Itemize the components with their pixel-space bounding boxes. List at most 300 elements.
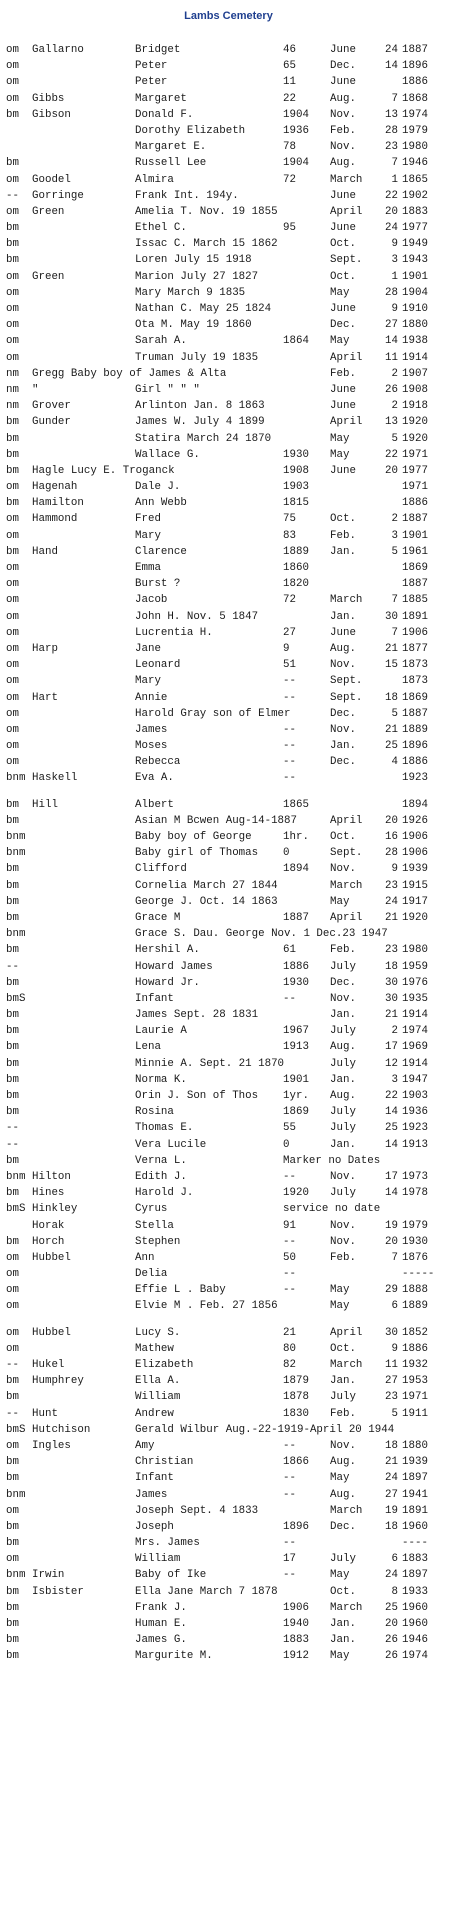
given-name: James bbox=[135, 723, 168, 736]
death-day: 30 bbox=[385, 976, 398, 989]
given-name: Ella Jane March 7 1878 bbox=[135, 1585, 278, 1598]
death-day: 29 bbox=[385, 1284, 398, 1297]
given-name: Margaret E. bbox=[135, 141, 207, 154]
death-year: 1865 bbox=[402, 173, 428, 186]
record-row bbox=[0, 609, 457, 625]
death-year: 1897 bbox=[402, 1472, 428, 1485]
death-month: Jan. bbox=[330, 545, 356, 558]
record-row bbox=[0, 333, 457, 349]
marker-code: om bbox=[6, 642, 19, 655]
marker-code: bnm bbox=[6, 772, 26, 785]
age-or-birth: 17 bbox=[283, 1553, 296, 1566]
record-row bbox=[0, 220, 457, 236]
record-row bbox=[0, 1137, 457, 1153]
surname: Hubbel bbox=[32, 1251, 71, 1264]
record-row bbox=[0, 1373, 457, 1389]
given-name: Minnie A. Sept. 21 1870 bbox=[135, 1057, 285, 1070]
age-or-birth: 1869 bbox=[283, 1106, 309, 1119]
marker-code: om bbox=[6, 173, 19, 186]
marker-code: bm bbox=[6, 1375, 19, 1388]
given-name: Rebecca bbox=[135, 756, 181, 769]
record-row bbox=[0, 1104, 457, 1120]
marker-code: om bbox=[6, 740, 19, 753]
given-name: Eva A. bbox=[135, 772, 174, 785]
death-day: 27 bbox=[385, 1488, 398, 1501]
marker-code: bm bbox=[6, 944, 19, 957]
marker-code: -- bbox=[6, 189, 19, 202]
record-row bbox=[0, 495, 457, 511]
given-name: Joseph bbox=[135, 1520, 174, 1533]
marker-code: bm bbox=[6, 1585, 19, 1598]
death-day: 20 bbox=[385, 205, 398, 218]
death-year: 1883 bbox=[402, 1553, 428, 1566]
marker-code: om bbox=[6, 610, 19, 623]
given-name: Moses bbox=[135, 740, 168, 753]
death-day: 8 bbox=[391, 1585, 398, 1598]
death-year: 1914 bbox=[402, 351, 428, 364]
death-day: 4 bbox=[391, 756, 398, 769]
death-day: 24 bbox=[385, 1472, 398, 1485]
record-row bbox=[0, 1088, 457, 1104]
given-name: Joseph Sept. 4 1833 bbox=[135, 1504, 259, 1517]
record-row bbox=[0, 991, 457, 1007]
record-row bbox=[0, 722, 457, 738]
marker-code: om bbox=[6, 513, 19, 526]
death-year: 1901 bbox=[402, 270, 428, 283]
death-year: 1902 bbox=[402, 189, 428, 202]
marker-code: bm bbox=[6, 1601, 19, 1614]
death-day: 14 bbox=[385, 1187, 398, 1200]
surname: Hutchison bbox=[32, 1423, 91, 1436]
death-year: 1978 bbox=[402, 1187, 428, 1200]
death-month: March bbox=[330, 1504, 363, 1517]
record-row bbox=[0, 188, 457, 204]
death-year: 1946 bbox=[402, 157, 428, 170]
death-year: 1923 bbox=[402, 1122, 428, 1135]
record-row bbox=[0, 350, 457, 366]
marker-code: om bbox=[6, 1300, 19, 1313]
death-day: 27 bbox=[385, 319, 398, 332]
surname: Hand bbox=[32, 545, 58, 558]
death-month: May bbox=[330, 286, 350, 299]
death-year: 1891 bbox=[402, 610, 428, 623]
surname: Humphrey bbox=[32, 1375, 84, 1388]
death-day: 5 bbox=[391, 1407, 398, 1420]
death-day: 9 bbox=[391, 1342, 398, 1355]
given-name: James bbox=[135, 1488, 168, 1501]
marker-code: -- bbox=[6, 1138, 19, 1151]
record-row bbox=[0, 285, 457, 301]
death-month: Jan. bbox=[330, 1073, 356, 1086]
death-day: 23 bbox=[385, 141, 398, 154]
death-month: April bbox=[330, 1326, 363, 1339]
given-name: Infant bbox=[135, 1472, 174, 1485]
death-month: April bbox=[330, 205, 363, 218]
marker-code: om bbox=[6, 626, 19, 639]
death-year: 1903 bbox=[402, 1090, 428, 1102]
record-row bbox=[0, 592, 457, 608]
death-month: Aug. bbox=[330, 92, 356, 105]
age-or-birth: 82 bbox=[283, 1359, 296, 1371]
given-name: Peter bbox=[135, 60, 168, 73]
death-month: May bbox=[330, 895, 350, 908]
death-day: 2 bbox=[391, 400, 398, 413]
marker-code: om bbox=[6, 351, 19, 364]
given-name: Girl " " " bbox=[135, 383, 200, 396]
age-or-birth: 1883 bbox=[283, 1634, 309, 1647]
death-year: 1894 bbox=[402, 798, 428, 811]
given-name: Ann bbox=[135, 1251, 155, 1264]
death-month: April bbox=[330, 416, 363, 429]
death-month: Aug. bbox=[330, 1488, 356, 1501]
death-day: 11 bbox=[385, 1359, 398, 1371]
death-day: 2 bbox=[391, 513, 398, 526]
given-name: Albert bbox=[135, 798, 174, 811]
surname: Harp bbox=[32, 642, 58, 655]
age-or-birth: 1930 bbox=[283, 448, 309, 461]
surname: Hunt bbox=[32, 1407, 58, 1420]
death-year: 1852 bbox=[402, 1326, 428, 1339]
record-row bbox=[0, 1315, 457, 1325]
death-day: 30 bbox=[385, 992, 398, 1005]
death-day: 15 bbox=[385, 659, 398, 672]
record-row bbox=[0, 1072, 457, 1088]
given-name: Baby of Ike bbox=[135, 1569, 207, 1582]
marker-code: bm bbox=[6, 798, 19, 811]
surname: Gallarno bbox=[32, 44, 84, 56]
death-year: 1915 bbox=[402, 879, 428, 892]
surname: Horak bbox=[32, 1219, 65, 1232]
marker-code: nm bbox=[6, 367, 19, 380]
death-month: Jan. bbox=[330, 1634, 356, 1647]
given-name: Mary March 9 1835 bbox=[135, 286, 246, 299]
record-row bbox=[0, 123, 457, 139]
marker-code: -- bbox=[6, 1359, 19, 1371]
death-month: Aug. bbox=[330, 642, 356, 655]
marker-code: bm bbox=[6, 432, 19, 445]
death-month: March bbox=[330, 173, 363, 186]
death-month: Dec. bbox=[330, 1520, 356, 1533]
given-name: Peter bbox=[135, 76, 168, 89]
death-month: Aug. bbox=[330, 1090, 356, 1102]
age-or-birth: -- bbox=[283, 1235, 296, 1248]
death-month: May bbox=[330, 1300, 350, 1313]
death-month: July bbox=[330, 1391, 356, 1404]
death-month: Sept. bbox=[330, 675, 363, 688]
record-row bbox=[0, 1153, 457, 1169]
given-name: Stella bbox=[135, 1219, 174, 1232]
record-row bbox=[0, 91, 457, 107]
age-or-birth: 22 bbox=[283, 92, 296, 105]
death-month: Feb. bbox=[330, 1251, 356, 1264]
death-month: Nov. bbox=[330, 1219, 356, 1232]
record-row bbox=[0, 155, 457, 171]
death-year: 1873 bbox=[402, 659, 428, 672]
marker-code: om bbox=[6, 756, 19, 769]
death-month: Nov. bbox=[330, 1439, 356, 1452]
death-day: 17 bbox=[385, 1041, 398, 1054]
death-year: 1947 bbox=[402, 1073, 428, 1086]
marker-code: bmS bbox=[6, 1423, 26, 1436]
age-or-birth: 1864 bbox=[283, 335, 309, 348]
age-or-birth: Marker no Dates bbox=[283, 1154, 381, 1167]
death-month: June bbox=[330, 464, 356, 477]
record-row bbox=[0, 431, 457, 447]
death-year: 1889 bbox=[402, 1300, 428, 1313]
given-name: Mary bbox=[135, 529, 161, 542]
given-name: Baby boy of George bbox=[135, 831, 252, 843]
record-row bbox=[0, 511, 457, 527]
record-row bbox=[0, 1470, 457, 1486]
age-or-birth: 0 bbox=[283, 1138, 290, 1151]
marker-code: bmS bbox=[6, 992, 26, 1005]
death-day: 24 bbox=[385, 1569, 398, 1582]
death-year: 1877 bbox=[402, 642, 428, 655]
death-month: Aug. bbox=[330, 1456, 356, 1469]
marker-code: bm bbox=[6, 976, 19, 989]
marker-code: om bbox=[6, 578, 19, 591]
given-name: Grace S. Dau. George Nov. 1 Dec.23 1947 bbox=[135, 928, 388, 941]
marker-code: om bbox=[6, 1342, 19, 1355]
given-name: Ann Webb bbox=[135, 497, 187, 510]
death-month: Oct. bbox=[330, 1585, 356, 1598]
age-or-birth: -- bbox=[283, 675, 296, 688]
given-name: Marion July 27 1827 bbox=[135, 270, 259, 283]
record-row bbox=[0, 1056, 457, 1072]
record-row bbox=[0, 366, 457, 382]
death-month: Feb. bbox=[330, 529, 356, 542]
death-year: 1876 bbox=[402, 1251, 428, 1264]
death-month: March bbox=[330, 1359, 363, 1371]
death-year: 1941 bbox=[402, 1488, 428, 1501]
surname: Hill bbox=[32, 798, 58, 811]
death-day: 6 bbox=[391, 1553, 398, 1566]
record-row bbox=[0, 1298, 457, 1314]
death-month: July bbox=[330, 1106, 356, 1119]
surname: " bbox=[32, 383, 39, 396]
death-year: 1920 bbox=[402, 911, 428, 924]
death-day: 26 bbox=[385, 1634, 398, 1647]
given-name: Baby girl of Thomas bbox=[135, 847, 259, 860]
death-month: April bbox=[330, 814, 363, 827]
age-or-birth: -- bbox=[283, 992, 296, 1005]
given-name: Loren July 15 1918 bbox=[135, 254, 252, 267]
age-or-birth: 1894 bbox=[283, 863, 309, 876]
given-name: Hershil A. bbox=[135, 944, 200, 957]
death-month: Aug. bbox=[330, 1041, 356, 1054]
marker-code: om bbox=[6, 60, 19, 73]
death-year: 1980 bbox=[402, 944, 428, 957]
age-or-birth: 1896 bbox=[283, 1520, 309, 1533]
burial-record-list bbox=[0, 42, 457, 1665]
death-year: 1887 bbox=[402, 513, 428, 526]
death-day: 30 bbox=[385, 610, 398, 623]
death-day: 19 bbox=[385, 1219, 398, 1232]
given-name: Mary bbox=[135, 675, 161, 688]
death-year: 1971 bbox=[402, 481, 428, 494]
marker-code: om bbox=[6, 303, 19, 315]
given-name: Howard Jr. bbox=[135, 976, 200, 989]
surname: Hinkley bbox=[32, 1203, 78, 1216]
age-or-birth: 9 bbox=[283, 642, 290, 655]
given-name: Effie L . Baby bbox=[135, 1284, 226, 1297]
marker-code: om bbox=[6, 659, 19, 672]
death-day: 18 bbox=[385, 1520, 398, 1533]
age-or-birth: -- bbox=[283, 691, 296, 704]
death-month: Dec. bbox=[330, 976, 356, 989]
death-year: 1974 bbox=[402, 1025, 428, 1038]
death-day: 2 bbox=[391, 1025, 398, 1038]
marker-code: om bbox=[6, 562, 19, 574]
age-or-birth: 1936 bbox=[283, 124, 309, 137]
death-day: 17 bbox=[385, 1170, 398, 1183]
death-day: 25 bbox=[385, 740, 398, 753]
given-name: Harold Gray son of Elmer bbox=[135, 707, 291, 720]
surname: Gregg Baby boy of James & Alta bbox=[32, 367, 227, 380]
death-month: June bbox=[330, 76, 356, 89]
given-name: Grace M bbox=[135, 911, 181, 924]
death-month: Nov. bbox=[330, 863, 356, 876]
marker-code: bm bbox=[6, 222, 19, 235]
record-row bbox=[0, 42, 457, 58]
marker-code: om bbox=[6, 723, 19, 736]
death-day: 14 bbox=[385, 60, 398, 73]
death-year: 1961 bbox=[402, 545, 428, 558]
surname: Gibbs bbox=[32, 92, 65, 105]
given-name: Clifford bbox=[135, 863, 187, 876]
age-or-birth: 1904 bbox=[283, 157, 309, 170]
given-name: Laurie A bbox=[135, 1025, 187, 1038]
record-row bbox=[0, 861, 457, 877]
death-year: 1904 bbox=[402, 286, 428, 299]
marker-code: bm bbox=[6, 416, 19, 429]
death-day: 26 bbox=[385, 1650, 398, 1663]
record-row bbox=[0, 942, 457, 958]
death-year: 1920 bbox=[402, 416, 428, 429]
death-month: Jan. bbox=[330, 610, 356, 623]
age-or-birth: 1940 bbox=[283, 1618, 309, 1630]
age-or-birth: 1930 bbox=[283, 976, 309, 989]
death-day: 20 bbox=[385, 1618, 398, 1630]
age-or-birth: 75 bbox=[283, 513, 296, 526]
record-row bbox=[0, 878, 457, 894]
death-day: 3 bbox=[391, 529, 398, 542]
given-name: Dorothy Elizabeth bbox=[135, 124, 246, 137]
given-name: Statira March 24 1870 bbox=[135, 432, 272, 445]
death-year: 1891 bbox=[402, 1504, 428, 1517]
record-row bbox=[0, 1023, 457, 1039]
given-name: Gerald Wilbur Aug.-22-1919-April 20 1944 bbox=[135, 1423, 395, 1436]
record-row bbox=[0, 1266, 457, 1282]
death-month: July bbox=[330, 1553, 356, 1566]
death-year: 1977 bbox=[402, 222, 428, 235]
death-month: Feb. bbox=[330, 124, 356, 137]
record-row bbox=[0, 1616, 457, 1632]
marker-code: bm bbox=[6, 1025, 19, 1038]
marker-code: om bbox=[6, 707, 19, 720]
marker-code: bm bbox=[6, 448, 19, 461]
death-year: 1896 bbox=[402, 60, 428, 73]
age-or-birth: 1830 bbox=[283, 1407, 309, 1420]
death-year: 1977 bbox=[402, 464, 428, 477]
record-row bbox=[0, 1632, 457, 1648]
record-row bbox=[0, 1185, 457, 1201]
given-name: Cyrus bbox=[135, 1203, 168, 1216]
age-or-birth: 1865 bbox=[283, 798, 309, 811]
death-day: 24 bbox=[385, 44, 398, 56]
death-month: June bbox=[330, 400, 356, 413]
death-day: 1 bbox=[391, 173, 398, 186]
given-name: John H. Nov. 5 1847 bbox=[135, 610, 259, 623]
death-year: 1907 bbox=[402, 367, 428, 380]
death-month: Nov. bbox=[330, 108, 356, 121]
death-month: July bbox=[330, 1187, 356, 1200]
given-name: Human E. bbox=[135, 1618, 187, 1630]
marker-code: bm bbox=[6, 1073, 19, 1086]
record-row bbox=[0, 959, 457, 975]
age-or-birth: 21 bbox=[283, 1326, 296, 1339]
death-month: Nov. bbox=[330, 1170, 356, 1183]
marker-code: bnm bbox=[6, 831, 26, 843]
age-or-birth: -- bbox=[283, 1439, 296, 1452]
death-year: 1976 bbox=[402, 976, 428, 989]
death-month: Dec. bbox=[330, 319, 356, 332]
given-name: Lucy S. bbox=[135, 1326, 181, 1339]
surname: Hammond bbox=[32, 513, 78, 526]
given-name: William bbox=[135, 1553, 181, 1566]
death-month: Jan. bbox=[330, 1375, 356, 1388]
marker-code: bm bbox=[6, 1391, 19, 1404]
record-row bbox=[0, 172, 457, 188]
record-row bbox=[0, 1341, 457, 1357]
death-day: 26 bbox=[385, 383, 398, 396]
given-name: Elvie M . Feb. 27 1856 bbox=[135, 1300, 278, 1313]
record-row bbox=[0, 1406, 457, 1422]
death-month: July bbox=[330, 1025, 356, 1038]
death-year: 1980 bbox=[402, 141, 428, 154]
age-or-birth: -- bbox=[283, 772, 296, 785]
record-row bbox=[0, 813, 457, 829]
age-or-birth: 1889 bbox=[283, 545, 309, 558]
death-year: 1935 bbox=[402, 992, 428, 1005]
record-row bbox=[0, 926, 457, 942]
record-row bbox=[0, 576, 457, 592]
death-day: 18 bbox=[385, 691, 398, 704]
marker-code: bm bbox=[6, 1537, 19, 1550]
record-row bbox=[0, 641, 457, 657]
record-row bbox=[0, 1648, 457, 1664]
death-year: 1918 bbox=[402, 400, 428, 413]
age-or-birth: 1860 bbox=[283, 562, 309, 574]
age-or-birth: 1879 bbox=[283, 1375, 309, 1388]
record-row bbox=[0, 787, 457, 797]
surname: Haskell bbox=[32, 772, 78, 785]
death-month: Oct. bbox=[330, 831, 356, 843]
marker-code: om bbox=[6, 1504, 19, 1517]
age-or-birth: 72 bbox=[283, 594, 296, 607]
death-year: 1914 bbox=[402, 1057, 428, 1070]
age-or-birth: -- bbox=[283, 1537, 296, 1550]
age-or-birth: 1912 bbox=[283, 1650, 309, 1663]
age-or-birth: 78 bbox=[283, 141, 296, 154]
record-row bbox=[0, 528, 457, 544]
record-row bbox=[0, 690, 457, 706]
death-year: 1880 bbox=[402, 319, 428, 332]
age-or-birth: 1904 bbox=[283, 108, 309, 121]
given-name: Stephen bbox=[135, 1235, 181, 1248]
death-day: 22 bbox=[385, 1090, 398, 1102]
death-year: 1949 bbox=[402, 238, 428, 251]
